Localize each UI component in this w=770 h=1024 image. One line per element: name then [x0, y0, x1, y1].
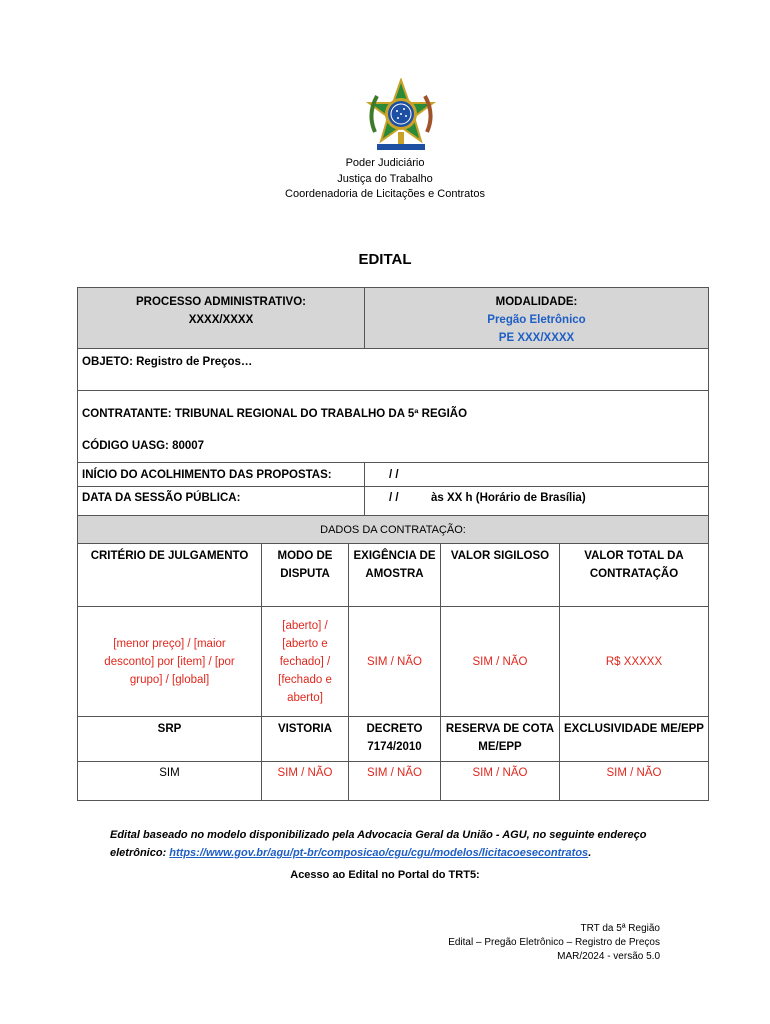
footer: [448, 922, 660, 964]
footer-line-1: TRT da 5ª Região: [580, 923, 660, 934]
header-criterio: CRITÉRIO DE JULGAMENTO: [78, 544, 262, 607]
processo-value: XXXX/XXXX: [188, 314, 254, 326]
processo-cell: [78, 288, 365, 349]
contratante-text: CONTRATANTE: TRIBUNAL REGIONAL DO TRABALHO DA 5ª REGIÃO: [82, 408, 468, 420]
modalidade-cell: [365, 288, 709, 349]
header-reserva-cota: RESERVA DE COTA ME/EPP: [441, 717, 560, 762]
value-vistoria: SIM / NÃO: [262, 762, 349, 801]
footer-line-3: MAR/2024 - versão 5.0: [557, 951, 660, 962]
agu-model-note: [110, 826, 670, 862]
inicio-label: INÍCIO DO ACOLHIMENTO DAS PROPOSTAS:: [78, 463, 365, 487]
value-reserva-cota: SIM / NÃO: [441, 762, 560, 801]
footer-line-2: Edital – Pregão Eletrônico – Registro de Preços: [448, 937, 660, 948]
value-criterio: [menor preço] / [maior desconto] por [item] / [por grupo] / [global]: [78, 607, 262, 717]
note-end: .: [588, 847, 592, 859]
header-valor-total: VALOR TOTAL DA CONTRATAÇÃO: [560, 544, 709, 607]
header-valor-sigiloso: VALOR SIGILOSO: [441, 544, 560, 607]
header-vistoria: VISTORIA: [262, 717, 349, 762]
value-valor-total: R$ XXXXX: [560, 607, 709, 717]
value-decreto: SIM / NÃO: [349, 762, 441, 801]
inicio-date: / /: [365, 463, 709, 487]
modalidade-label: MODALIDADE:: [495, 296, 578, 308]
value-exclusividade: SIM / NÃO: [560, 762, 709, 801]
dados-contratacao-table: [77, 515, 709, 801]
summary-table: [77, 287, 709, 525]
header-line-3: Coordenadoria de Licitações e Contratos: [285, 188, 485, 200]
header-line-1: Poder Judiciário: [345, 157, 425, 169]
header-exigencia-amostra: EXIGÊNCIA DE AMOSTRA: [349, 544, 441, 607]
header-modo-disputa: MODO DE DISPUTA: [262, 544, 349, 607]
dados-title: DADOS DA CONTRATAÇÃO:: [78, 516, 709, 544]
modalidade-value-1: Pregão Eletrônico: [487, 314, 586, 326]
header-line-2: Justiça do Trabalho: [337, 172, 433, 185]
header-decreto: DECRETO 7174/2010: [349, 717, 441, 762]
agu-models-link[interactable]: https://www.gov.br/agu/pt-br/composicao/cgu/cgu/modelos/licitacoesecontratos: [169, 847, 589, 859]
note-text: Edital baseado no modelo disponibilizado pela Advocacia Geral da União - AGU, no seguinte endereço eletrônico:: [110, 829, 647, 859]
value-exigencia-amostra: SIM / NÃO: [349, 607, 441, 717]
codigo-uasg-text: CÓDIGO UASG: 80007: [82, 440, 205, 452]
processo-label: PROCESSO ADMINISTRATIVO:: [136, 296, 306, 308]
header-exclusividade: EXCLUSIVIDADE ME/EPP: [560, 717, 709, 762]
objeto-cell: OBJETO: Registro de Preços…: [78, 349, 709, 391]
coat-of-arms-emblem: [361, 78, 441, 154]
sessao-time: às XX h (Horário de Brasília): [431, 492, 586, 504]
sessao-date: / /: [389, 492, 399, 504]
contratante-cell: [78, 391, 709, 463]
portal-access-text: Acesso ao Edital no Portal do TRT5:: [290, 869, 480, 881]
document-title: EDITAL: [358, 251, 412, 268]
modalidade-value-2: PE XXX/XXXX: [498, 332, 575, 344]
header-srp: SRP: [78, 717, 262, 762]
value-modo-disputa: [aberto] / [aberto e fechado] / [fechado e aberto]: [262, 607, 349, 717]
sessao-label: DATA DA SESSÃO PÚBLICA:: [78, 487, 365, 525]
value-valor-sigiloso: SIM / NÃO: [441, 607, 560, 717]
value-srp: SIM: [78, 762, 262, 801]
institution-header: [0, 156, 770, 203]
